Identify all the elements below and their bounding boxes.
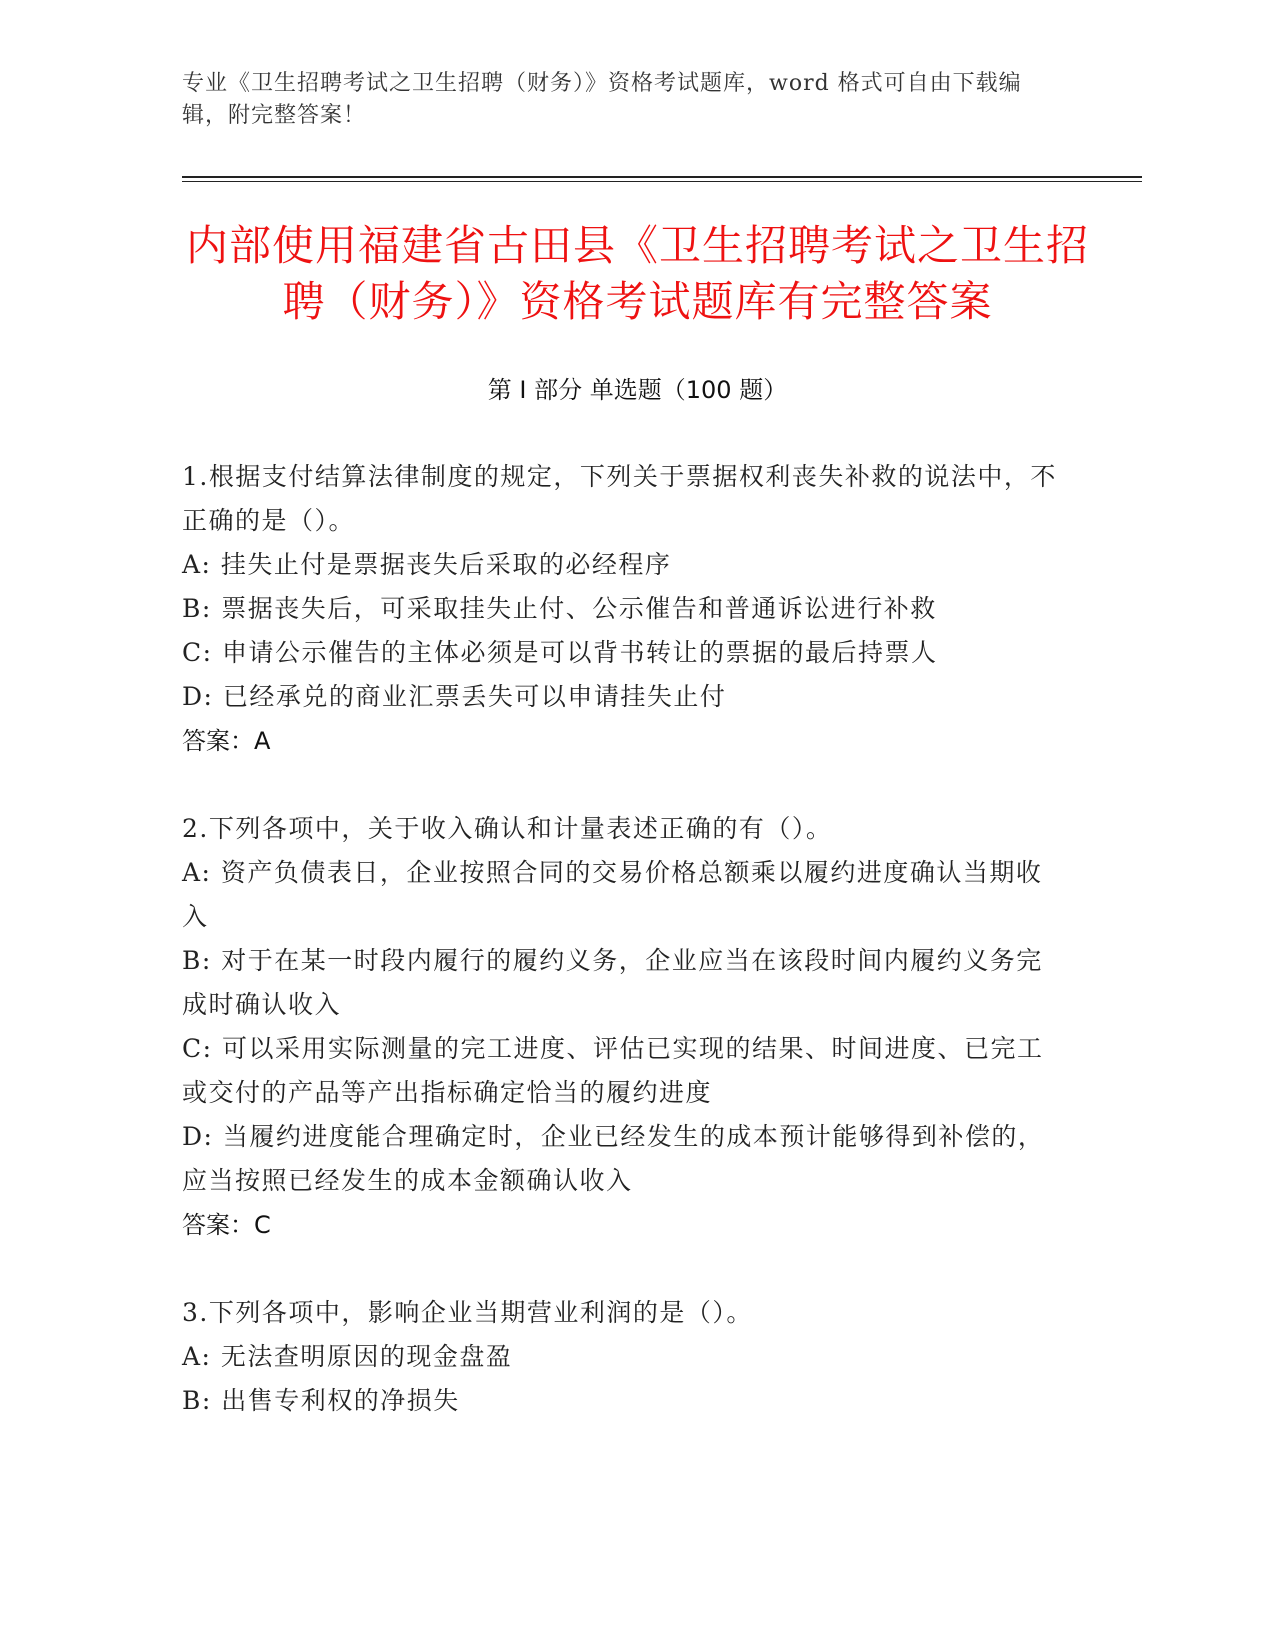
- header-divider-thin: [182, 181, 1142, 182]
- question-stem: 1.根据支付结算法律制度的规定，下列关于票据权利丧失补救的说法中，不正确的是（）。: [182, 462, 1057, 535]
- option-c: C: 申请公示催告的主体必须是可以背书转让的票据的最后持票人: [182, 638, 938, 667]
- question-list: [182, 455, 1062, 1467]
- option-d: D: 当履约进度能合理确定时，企业已经发生的成本预计能够得到补偿的，应当按照已经发生的成本金额确认收入: [182, 1122, 1045, 1195]
- answer-line: 答案：A: [182, 727, 271, 755]
- option-a: A: 挂失止付是票据丧失后采取的必经程序: [182, 550, 672, 579]
- option-a: A: 资产负债表日，企业按照合同的交易价格总额乘以履约进度确认当期收入: [182, 858, 1043, 931]
- option-c: C: 可以采用实际测量的完工进度、评估已实现的结果、时间进度、已完工或交付的产品等产出指标确定恰当的履约进度: [182, 1034, 1044, 1107]
- answer-line: 答案：C: [182, 1211, 271, 1239]
- question-stem: 2.下列各项中，关于收入确认和计量表述正确的有（）。: [182, 814, 833, 843]
- option-b: B: 出售专利权的净损失: [182, 1386, 460, 1415]
- question-item: [182, 807, 1062, 1247]
- option-a: A: 无法查明原因的现金盘盈: [182, 1342, 513, 1371]
- document-title: 内部使用福建省古田县《卫生招聘考试之卫生招聘（财务）》资格考试题库有完整答案: [185, 221, 1089, 326]
- question-item: [182, 455, 1062, 763]
- option-b: B: 对于在某一时段内履行的履约义务，企业应当在该段时间内履约义务完成时确认收入: [182, 946, 1043, 1019]
- header-divider-thick: [182, 176, 1142, 178]
- question-stem: 3.下列各项中，影响企业当期营业利润的是（）。: [182, 1298, 753, 1327]
- option-b: B: 票据丧失后，可采取挂失止付、公示催告和普通诉讼进行补救: [182, 594, 937, 623]
- section-title: 第 I 部分 单选题（100 题）: [487, 376, 788, 404]
- option-d: D: 已经承兑的商业汇票丢失可以申请挂失止付: [182, 682, 727, 711]
- header-note: 专业《卫生招聘考试之卫生招聘（财务）》资格考试题库，word 格式可自由下载编辑，附完整答案！: [182, 71, 1022, 128]
- question-item: [182, 1291, 1062, 1423]
